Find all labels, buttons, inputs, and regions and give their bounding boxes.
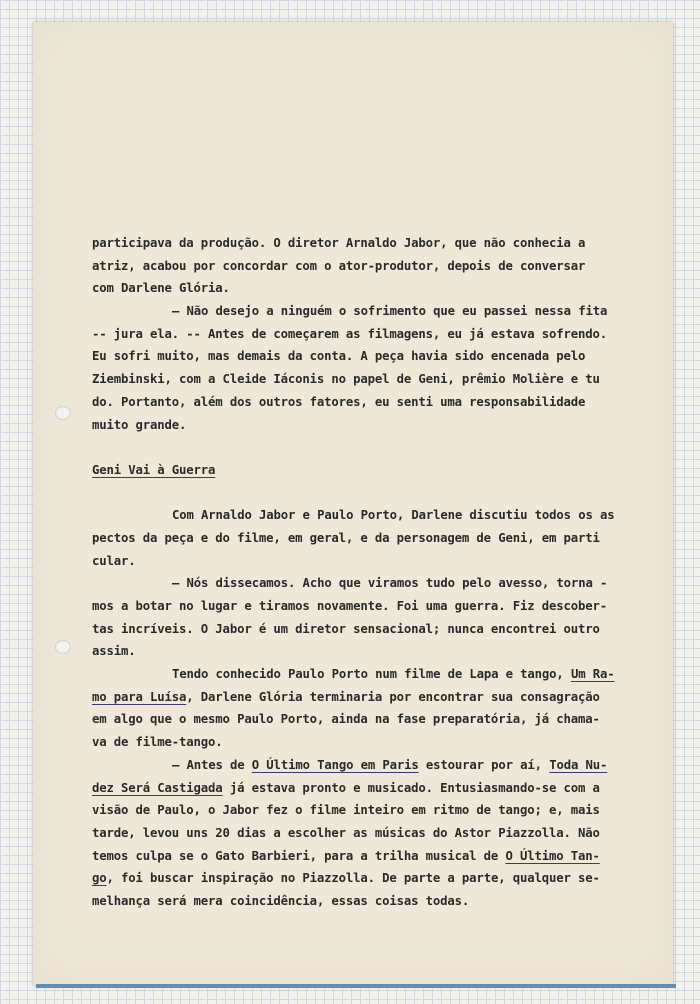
film-title: O Último Tango em Paris	[251, 757, 419, 772]
text-line: cular.	[92, 553, 136, 568]
text-line: -- jura ela. -- Antes de começarem as filmagens, eu já estava sofrendo.	[92, 326, 607, 341]
text-line: do. Portanto, além dos outros fatores, eu senti uma responsabilidade	[92, 394, 586, 409]
text-line: — Não desejo a ninguém o sofrimento que eu passei nessa fita	[172, 304, 608, 319]
text-line: mos a botar no lugar e tiramos novamente. Foi uma guerra. Fiz descober-	[92, 599, 607, 613]
text-line: Com Arnaldo Jabor e Paulo Porto, Darlene discutiu todos os as	[172, 508, 615, 523]
text-line: va de filme-tango.	[92, 735, 223, 750]
film-title: O Último Tan-	[505, 848, 600, 863]
text-line: participava da produção. O diretor Arnaldo Jabor, que não conhecia a	[92, 236, 586, 250]
text-line: visão de Paulo, o Jabor fez o filme inteiro em ritmo de tango; e, mais	[92, 803, 600, 818]
text-line: tas incríveis. O Jabor é um diretor sensacional; nunca encontrei outro	[92, 621, 600, 636]
text-line: atriz, acabou por concordar com o ator-produtor, depois de conversar	[92, 258, 586, 273]
text-line: pectos da peça e do filme, em geral, e da personagem de Geni, em parti	[92, 530, 600, 545]
text-line: melhança será mera coincidência, essas coisas todas.	[92, 893, 470, 908]
text-line: em algo que o mesmo Paulo Porto, ainda na fase preparatória, já chama-	[92, 712, 600, 727]
text-line: temos culpa se o Gato Barbieri, para a trilha musical de O Último Tan-	[92, 848, 600, 863]
film-title: go	[92, 871, 107, 886]
text-line: muito grande.	[92, 417, 187, 432]
film-title: Toda Nu-	[549, 757, 608, 772]
film-title: dez Será Castigada	[92, 780, 223, 795]
text-line: Ziembinski, com a Cleide Iáconis no papel de Geni, prêmio Molière e tu	[92, 372, 600, 387]
text-line: Tendo conhecido Paulo Porto num filme de Lapa e tango, Um Ra-	[172, 667, 615, 682]
document-body	[92, 232, 628, 913]
punch-hole-top	[55, 406, 71, 420]
text-line: mo para Luísa, Darlene Glória terminaria por encontrar sua consagração	[92, 689, 600, 704]
text-line: assim.	[92, 644, 136, 659]
text-line: — Nós dissecamos. Acho que viramos tudo pelo avesso, torna -	[172, 576, 608, 591]
film-title: Um Ra-	[570, 667, 615, 682]
section-heading: Geni Vai à Guerra	[92, 462, 216, 477]
text-line: — Antes de O Último Tango em Paris estourar por aí, Toda Nu-	[172, 757, 608, 772]
text-line: tarde, levou uns 20 dias a escolher as músicas do Astor Piazzolla. Não	[92, 825, 600, 840]
text-line: Eu sofri muito, mas demais da conta. A peça havia sido encenada pelo	[92, 349, 586, 364]
text-line: go, foi buscar inspiração no Piazzolla. De parte a parte, qualquer se-	[92, 871, 600, 886]
text-line: dez Será Castigada já estava pronto e musicado. Entusiasmando-se com a	[92, 780, 600, 795]
punch-hole-bottom	[55, 640, 71, 654]
film-title: mo para Luísa	[92, 689, 187, 704]
text-line: com Darlene Glória.	[92, 281, 230, 296]
page-edge-line	[36, 984, 676, 988]
